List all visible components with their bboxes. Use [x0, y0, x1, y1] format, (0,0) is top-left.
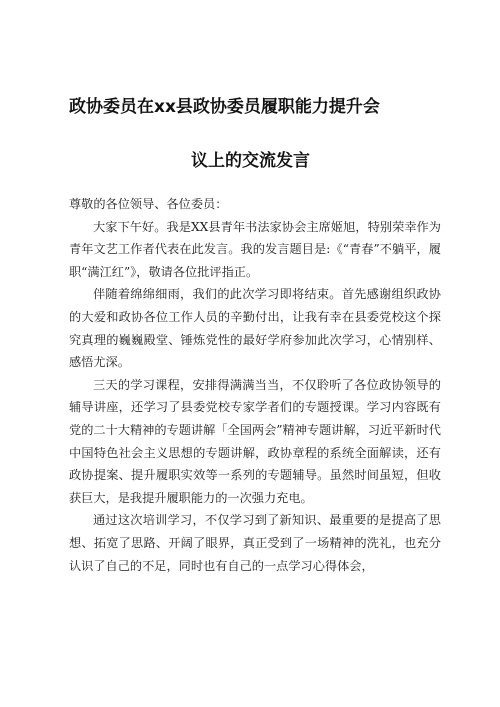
paragraph-reflection: 通过这次培训学习，不仅学习到了新知识、最重要的是提高了思想、拓宽了思路、开阔了眼界，真正受到了一场精神的洗礼，也充分认识了自己的不足，同时也有自己的一点学习心得体会， — [69, 513, 441, 573]
paragraph-thanks: 伴随着绵绵细雨，我们的此次学习即将结束。首先感谢组织政协的大爱和政协各位工作人员的辛勤付出，让我有幸在县委党校这个探究真理的巍巍殿堂、锤炼党性的最好学府参加此次学习，心情别样、感悟尤深。 — [69, 287, 441, 370]
paragraph-course-content: 三天的学习课程，安排得满满当当，不仅聆听了各位政协领导的辅导讲座，还学习了县委党校专家学者们的专题授课。学习内容既有党的二十大精神的专题讲解「全国两会”精神专题讲解，习近平新时代中国特色社会主义思想的专题讲解，政协章程的系统全面解读，还有政协提案、提升履职实效等一系列的专题辅导。虽然时间虽短，但收获巨大，是我提升履职能力的一次强力充电。 — [69, 377, 441, 505]
paragraph-greeting: 大家下午好。我是XX县青年书法家协会主席姬旭，特别荣幸作为青年文艺工作者代表在此发言。我的发言题目是:《“青春”不躺平，履职“满江红”》，敬请各位批评指正。 — [69, 219, 441, 279]
document-title-line-1: 政协委员在xx县政协委员履职能力提升会 — [69, 97, 380, 117]
document-title-line-2: 议上的交流发言 — [191, 151, 310, 171]
document-body — [69, 193, 441, 577]
salutation: 尊敬的各位领导、各位委员： — [69, 197, 228, 211]
